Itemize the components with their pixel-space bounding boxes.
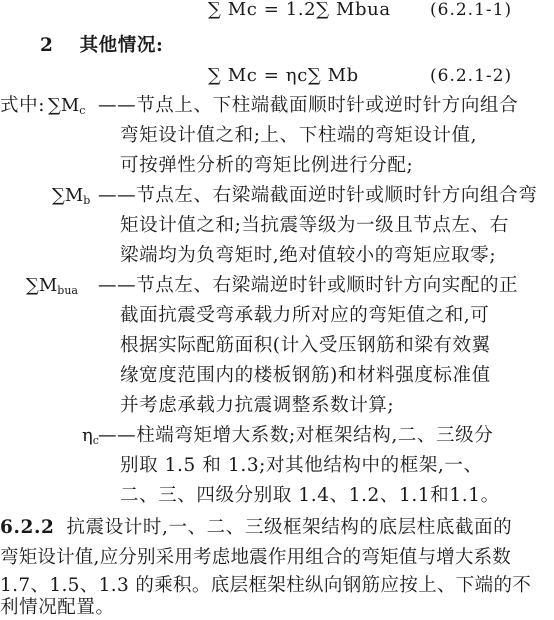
term-subscript: bua: [57, 284, 78, 297]
equation-number-1: (6.2.1-1): [430, 0, 513, 20]
def-2-line-3: 梁端均为负弯矩时,绝对值较小的弯矩应取零;: [120, 245, 497, 266]
def-3-line-4: 缘宽度范围内的楼板钢筋)和材料强度标准值: [120, 365, 491, 386]
term-subscript: b: [83, 194, 91, 207]
case-2-title: 其他情况:: [79, 35, 164, 56]
def-4-line-2: 别取 1.5 和 1.3;对其他结构中的框架,一、: [120, 455, 483, 476]
def-4-line-3: 二、三、四级分别取 1.4、1.2、1.1和1.1。: [120, 485, 500, 506]
clause-6-2-2-line-2: 弯矩设计值,应分别采用考虑地震作用组合的弯矩值与增大系数: [0, 547, 511, 568]
term-symbol: ∑M: [26, 275, 58, 296]
clause-6-2-2-line-1: [0, 516, 512, 540]
clause-number: 6.2.2: [0, 517, 55, 538]
def-2-line-1: ——节点左、右梁端截面逆时针或顺时针方向组合弯: [98, 185, 538, 206]
case-2-heading: [40, 34, 163, 58]
formula-6-2-1-1: [208, 0, 391, 22]
def-1-line-1: ——节点上、下柱端截面顺时针或逆时针方向组合: [98, 95, 519, 116]
def-1-line-3: 可按弹性分析的弯矩比例进行分配;: [120, 155, 414, 176]
term-subscript: c: [92, 434, 99, 447]
definition-term-sum-mc: [48, 94, 85, 123]
definition-term-sum-mb: [52, 184, 90, 213]
term-subscript: c: [79, 104, 86, 117]
term-symbol: η: [82, 425, 93, 446]
definition-term-sum-mbua: [26, 274, 78, 303]
def-1-line-2: 弯矩设计值之和;上、下柱端的弯矩设计值,: [120, 125, 478, 146]
def-3-line-1: ——节点左、右梁端逆时针或顺时针方向实配的正: [98, 275, 519, 296]
clause-text-1: 抗震设计时,一、二、三级框架结构的底层柱底截面的: [66, 517, 513, 538]
def-3-line-5: 并考虑承载力抗震调整系数计算;: [120, 395, 395, 416]
def-3-line-3: 根据实际配筋面积(计入受压钢筋和梁有效翼: [120, 335, 491, 356]
term-symbol: ∑M: [52, 185, 84, 206]
formula-6-2-1-2: [208, 64, 359, 88]
def-3-line-2: 截面抗震受弯承载力所对应的弯矩值之和,可: [120, 305, 490, 326]
clause-6-2-2-line-4: 利情况配置。: [0, 597, 115, 618]
where-prefix: 式中:: [0, 95, 46, 116]
term-symbol: ∑M: [48, 95, 80, 116]
def-2-line-2: 矩设计值之和;当抗震等级为一级且节点左、右: [120, 215, 509, 236]
clause-6-2-2-line-3: 1.7、1.5、1.3 的乘积。底层框架柱纵向钢筋应按上、下端的不: [0, 575, 532, 596]
formula-2-text: ∑ Mc = ηc∑ Mb: [208, 65, 359, 86]
case-2-number: 2: [40, 35, 54, 56]
def-4-line-1: ——柱端弯矩增大系数;对框架结构,二、三级分: [98, 425, 494, 446]
formula-1-text: ∑ Mc = 1.2∑ Mbua: [208, 0, 391, 20]
equation-number-2: (6.2.1-2): [430, 66, 513, 86]
definition-term-eta-c: [82, 424, 99, 453]
